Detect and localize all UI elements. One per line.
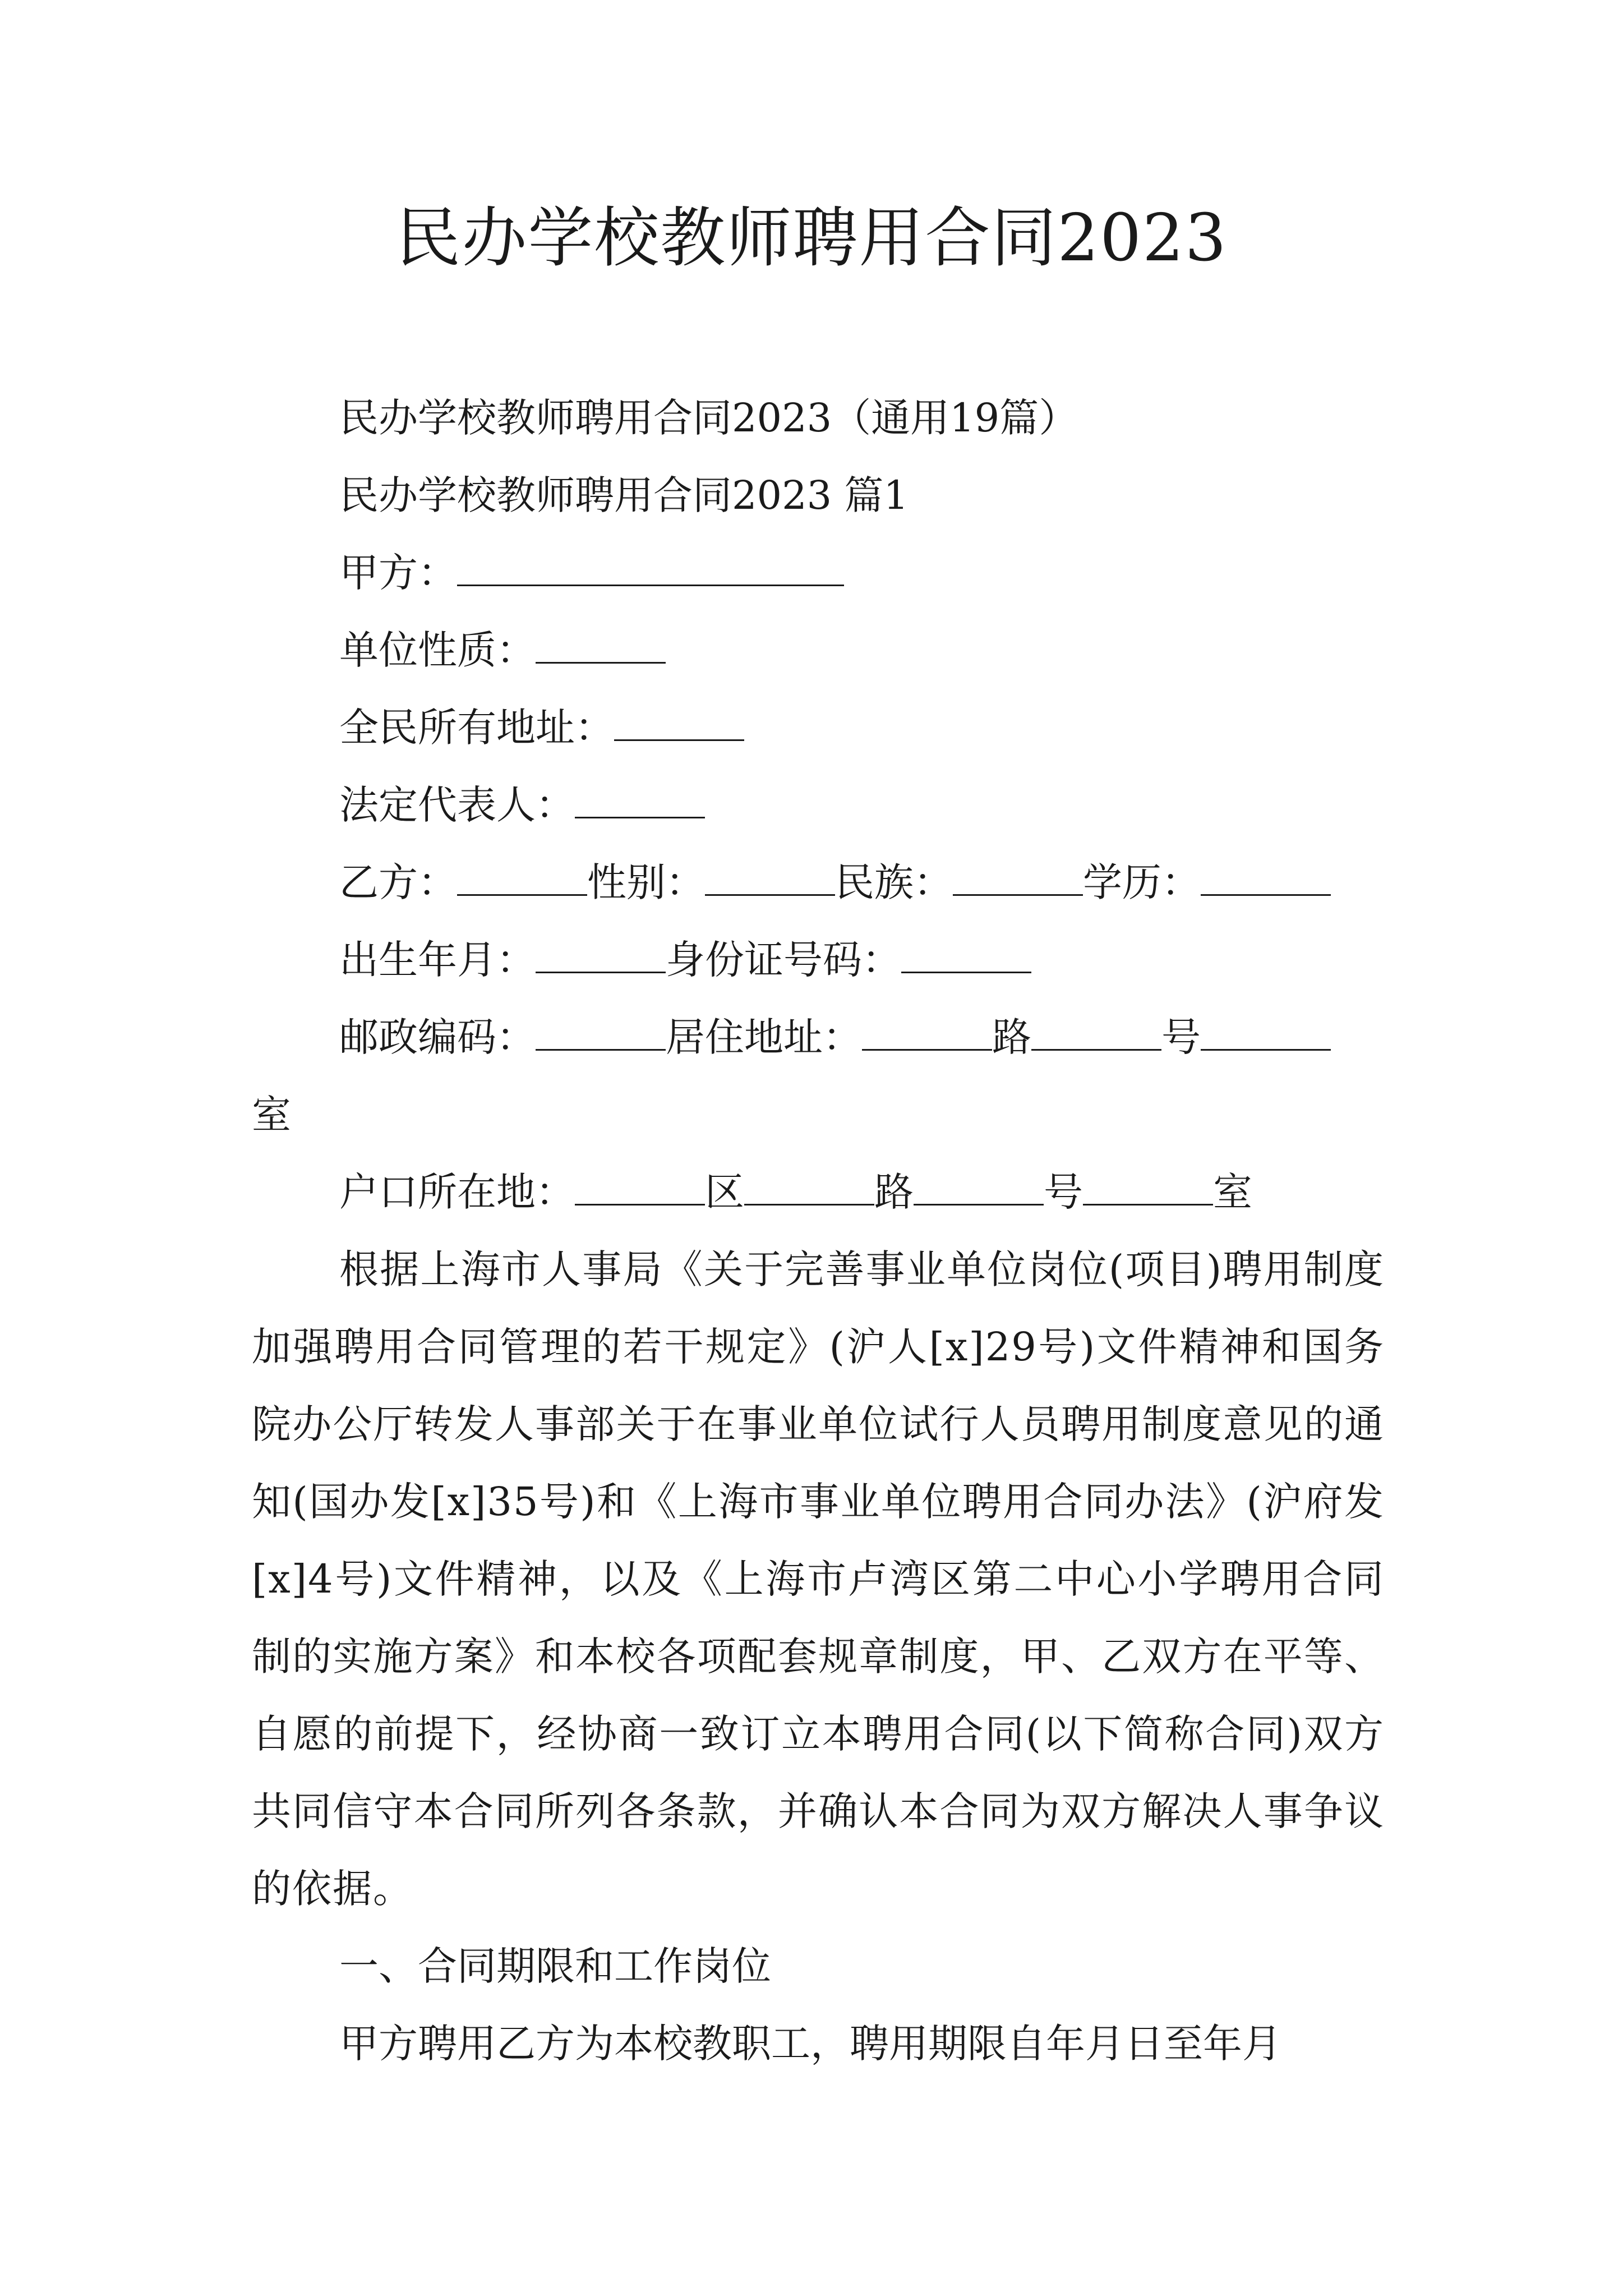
- postcode-residence-line: [252, 999, 1385, 1076]
- unit-nature-line: [252, 611, 1385, 689]
- unit-nature-label: 单位性质：: [339, 627, 536, 673]
- birth-label: 出生年月：: [339, 937, 536, 983]
- address-label: 全民所有地址：: [339, 705, 614, 751]
- hukou-room-blank: [1083, 1171, 1213, 1205]
- clause-1-heading: 一、合同期限和工作岗位: [339, 1943, 771, 1989]
- birth-blank: [536, 939, 666, 973]
- party-b-label: 乙方：: [339, 859, 457, 905]
- legal-rep-blank: [575, 784, 705, 818]
- address-blank: [614, 707, 744, 741]
- legal-rep-label: 法定代表人：: [339, 782, 575, 828]
- residence-number-blank: [1031, 1016, 1161, 1051]
- document-body: [252, 379, 1385, 2082]
- legal-rep-line: [252, 766, 1385, 844]
- hukou-label: 户口所在地：: [339, 1169, 575, 1215]
- party-a-label: 甲方：: [339, 550, 457, 596]
- ethnicity-label: 民族：: [835, 859, 953, 905]
- intro-paragraph: 根据上海市人事局《关于完善事业单位岗位(项目)聘用制度加强聘用合同管理的若干规定》(沪人[x]29号)文件精神和国务院办公厅转发人事部关于在事业单位试行人员聘用制度意见的通知(国办发[x]35号)和《上海市事业单位聘用合同办法》(沪府发[x]4号)文件精神，以及《上海市卢湾区第二中心小学聘用合同制的实施方案》和本校各项配套规章制度，甲、乙双方在平等、自愿的前提下，经协商一致订立本聘用合同(以下简称合同)双方共同信守本合同所列各条款，并确认本合同为双方解决人事争议的依据。: [252, 1246, 1385, 1912]
- room-label: 室: [252, 1092, 291, 1138]
- unit-nature-blank: [536, 629, 666, 664]
- room-line: [252, 1076, 1385, 1153]
- education-blank: [1201, 862, 1331, 896]
- residence-room-blank: [1201, 1016, 1331, 1051]
- document-subtitle: 民办学校教师聘用合同2023（通用19篇）: [339, 395, 1078, 441]
- document-title: 民办学校教师聘用合同2023: [395, 200, 1228, 276]
- district-label: 区: [705, 1169, 744, 1215]
- hukou-district-blank: [575, 1171, 705, 1205]
- birth-id-line: [252, 921, 1385, 999]
- clause-1-text: 甲方聘用乙方为本校教职工，聘用期限自年月日至年月: [339, 2021, 1281, 2067]
- party-b-blank: [457, 862, 587, 896]
- road-label: 路: [992, 1014, 1031, 1060]
- number-label: 号: [1161, 1014, 1201, 1060]
- party-b-line: [252, 844, 1385, 921]
- hukou-road-blank: [744, 1171, 874, 1205]
- hukou-number-label: 号: [1044, 1169, 1083, 1215]
- gender-label: 性别：: [587, 859, 705, 905]
- id-label: 身份证号码：: [666, 937, 901, 983]
- party-a-blank: [457, 552, 844, 586]
- gender-blank: [705, 862, 835, 896]
- party-a-line: [252, 534, 1385, 611]
- residence-road-blank: [862, 1016, 992, 1051]
- residence-label: 居住地址：: [666, 1014, 862, 1060]
- hukou-line: [252, 1153, 1385, 1231]
- postcode-blank: [536, 1016, 666, 1051]
- section-heading: 民办学校教师聘用合同2023 篇1: [339, 472, 909, 518]
- education-label: 学历：: [1083, 859, 1201, 905]
- hukou-number-blank: [914, 1171, 1044, 1205]
- postcode-label: 邮政编码：: [339, 1014, 536, 1060]
- ethnicity-blank: [953, 862, 1083, 896]
- address-line: [252, 689, 1385, 766]
- hukou-road-label: 路: [874, 1169, 914, 1215]
- hukou-room-label: 室: [1213, 1169, 1252, 1215]
- id-blank: [901, 939, 1031, 973]
